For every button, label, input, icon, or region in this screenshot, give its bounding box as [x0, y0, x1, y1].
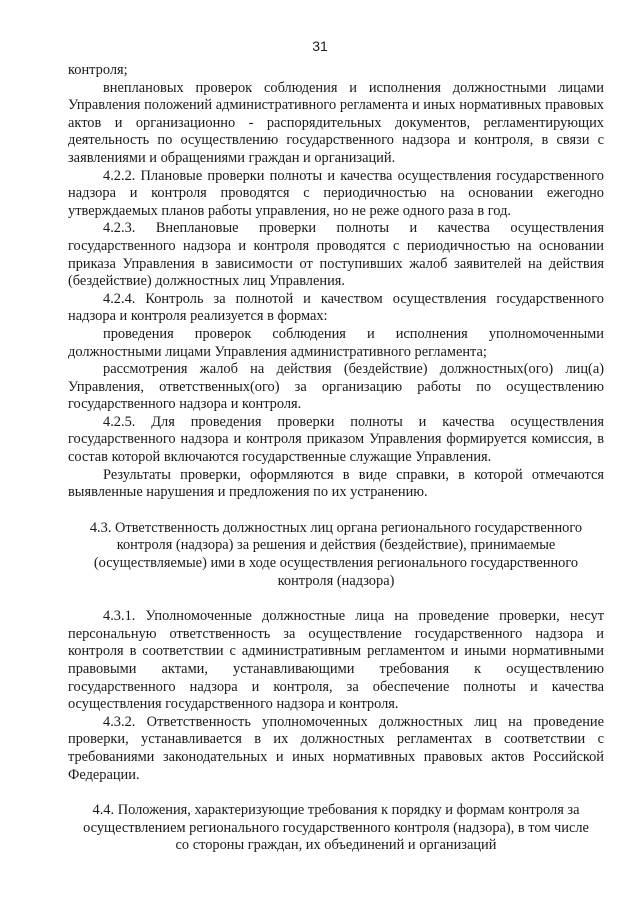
paragraph: проведения проверок соблюдения и исполнения уполномоченными должностными лицами Управления административного регламента; [68, 325, 604, 360]
paragraph: 4.3.1. Уполномоченные должностные лица на проведение проверки, несут персональную ответственность за осуществление государственного надзора и контроля в соответствии с административным регламентом и иными нормативными правовыми актами, устанавливающими требования к осуществлению государственного надзора и контроля, за обеспечение полноты и качества осуществления государственного надзора и контроля. [68, 608, 604, 713]
paragraph: 4.2.2. Плановые проверки полноты и качества осуществления государственного надзора и контроля проводятся с периодичностью на основании ежегодно утверждаемых планов работы управления, но не реже одного раза в год. [68, 167, 604, 219]
paragraph: рассмотрения жалоб на действия (бездействие) должностных(ого) лиц(а) Управления, ответственных(ого) за организацию работы по осуществлению государственного надзора и контроля. [68, 361, 604, 413]
paragraph: контроля; [68, 62, 128, 78]
paragraph: внеплановых проверок соблюдения и исполнения должностными лицами Управления положений административного регламента и иных нормативных правовых актов и организационно - распорядительных документов, регламентирующих деятельность по осуществлению государственного надзора и контроля, в связи с заявлениями и обращениями граждан и организаций. [68, 79, 604, 166]
paragraph: 4.3.2. Ответственность уполномоченных должностных лиц на проведение проверки, устанавливается в их должностных регламентах в соответствии с требованиями законодательных и иных нормативных правовых актов Российской Федерации. [68, 713, 604, 783]
paragraph: 4.2.4. Контроль за полнотой и качеством осуществления государственного надзора и контроля реализуется в формах: [68, 290, 604, 325]
document-body [68, 62, 604, 855]
section-heading-4-4: 4.4. Положения, характеризующие требования к порядку и формам контроля за осуществлением регионального государственного контроля (надзора), в том числе со стороны граждан, их объединений и организаций [83, 802, 589, 854]
paragraph: Результаты проверки, оформляются в виде справки, в которой отмечаются выявленные нарушения и предложения по их устранению. [68, 466, 604, 501]
paragraph: 4.2.3. Внеплановые проверки полноты и качества осуществления государственного надзора и контроля проводятся с периодичностью на основании приказа Управления в зависимости от поступивших жалоб заявителей на действия (бездействие) должностных лиц Управления. [68, 220, 604, 290]
section-heading-4-3: 4.3. Ответственность должностных лиц органа регионального государственного контроля (надзора) за решения и действия (бездействие), принимаемые (осуществляемые) ими в ходе осуществления регионального государственного контроля (надзора) [89, 519, 583, 589]
page-number: 31 [312, 38, 328, 54]
paragraph: 4.2.5. Для проведения проверки полноты и качества осуществления государственного надзора и контроля приказом Управления формируется комиссия, в состав которой включаются государственные служащие Управления. [68, 413, 604, 466]
